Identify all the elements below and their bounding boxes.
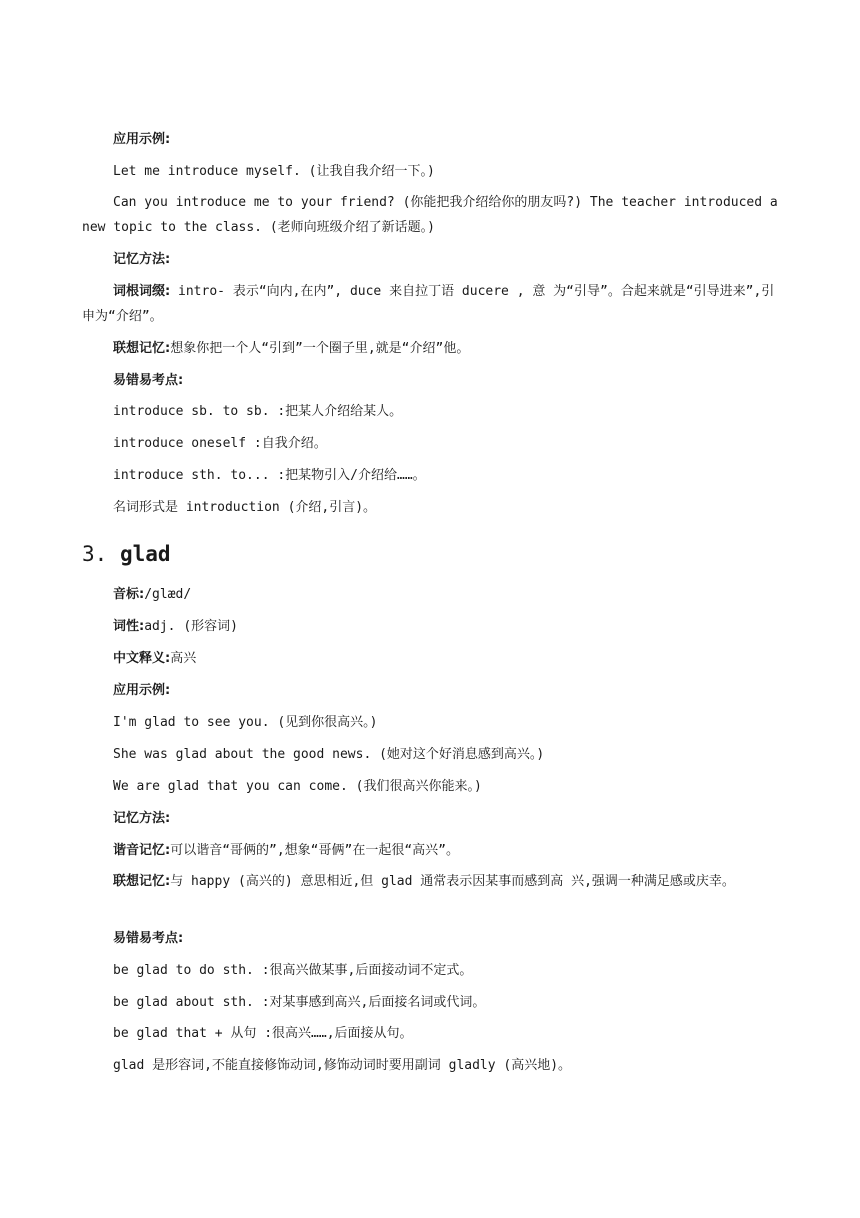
root-affix-label: 词根词缀:: [113, 284, 171, 299]
pitfall-item: be glad that + 从句 :很高兴……,后面接从句。: [113, 1026, 413, 1041]
example-sentence: We are glad that you can come. (我们很高兴你能来。): [113, 779, 482, 794]
association-text: 想象你把一个人“引到”一个圈子里,就是“介绍”他。: [170, 341, 470, 356]
pitfall-item: introduce sth. to... :把某物引入/介绍给……。: [113, 468, 426, 483]
phonetic-label: 音标:: [113, 587, 145, 602]
pitfall-item: introduce sb. to sb. :把某人介绍给某人。: [113, 404, 403, 419]
section-number: 3.: [82, 542, 108, 566]
example-sentence: Let me introduce myself. (让我自我介绍一下。): [113, 164, 435, 179]
pos-value: adj. (形容词): [144, 619, 238, 634]
section-heading: [82, 539, 171, 569]
pos-line: [82, 614, 786, 639]
association-text: 与 happy (高兴的) 意思相近,但 glad 通常表示因某事而感到高 兴,强调一种满足感或庆幸。: [170, 874, 735, 889]
memory-heading: 记忆方法:: [113, 811, 171, 826]
meaning-value: 高兴: [170, 651, 197, 666]
meaning-line: [82, 646, 786, 671]
pitfall-heading: 易错易考点:: [113, 931, 184, 946]
homophone-label: 谐音记忆:: [113, 843, 171, 858]
root-affix-text: intro- 表示“向内,在内”, duce 来自拉丁语 ducere , 意 为“引导”。合起来就是“引导进来”,引申为“介绍”。: [82, 284, 775, 324]
pos-label: 词性:: [113, 619, 145, 634]
pitfall-item: 名词形式是 introduction (介绍,引言)。: [113, 500, 377, 515]
memory-heading: 记忆方法:: [113, 252, 171, 267]
phonetic-line: [82, 582, 786, 607]
homophone-paragraph: [82, 838, 786, 863]
root-affix-paragraph: [82, 279, 786, 329]
pitfall-heading: 易错易考点:: [113, 373, 184, 388]
association-paragraph: [82, 869, 786, 894]
phonetic-value: /glæd/: [144, 587, 192, 602]
homophone-text: 可以谐音“哥俩的”,想象“哥俩”在一起很“高兴”。: [170, 843, 459, 858]
example-heading: 应用示例:: [113, 132, 171, 147]
association-label: 联想记忆:: [113, 341, 171, 356]
pitfall-item: be glad to do sth. :很高兴做某事,后面接动词不定式。: [113, 963, 473, 978]
example-heading: 应用示例:: [113, 683, 171, 698]
example-sentence: Can you introduce me to your friend? (你能把我介绍给你的朋友吗?) The teacher introduced a new topic to the class. (老师向班级介绍了新话题。): [82, 195, 778, 235]
pitfall-item: introduce oneself :自我介绍。: [113, 436, 327, 451]
example-sentence: I'm glad to see you. (见到你很高兴。): [113, 715, 378, 730]
pitfall-item: glad 是形容词,不能直接修饰动词,修饰动词时要用副词 gladly (高兴地)。: [113, 1058, 572, 1073]
meaning-label: 中文释义:: [113, 651, 171, 666]
example-sentence: She was glad about the good news. (她对这个好消息感到高兴。): [113, 747, 545, 762]
association-label: 联想记忆:: [113, 874, 171, 889]
association-paragraph: [82, 336, 786, 361]
pitfall-item: be glad about sth. :对某事感到高兴,后面接名词或代词。: [113, 995, 486, 1010]
section-word: glad: [119, 542, 171, 566]
